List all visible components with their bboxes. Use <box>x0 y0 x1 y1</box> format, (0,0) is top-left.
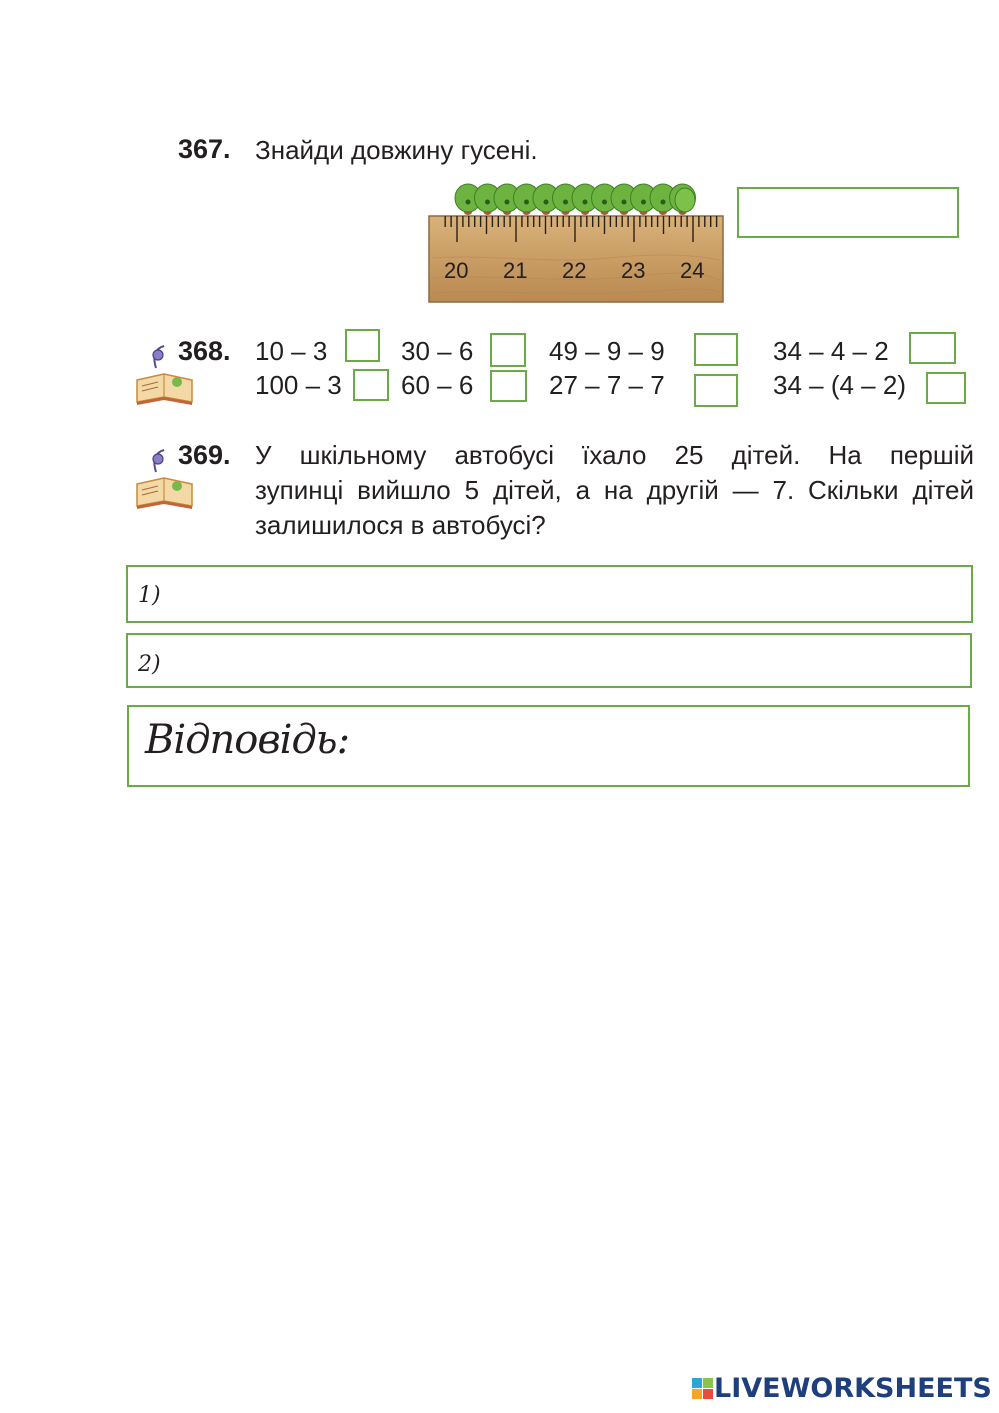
expr-34-minus-4-minus-2: 34 – 4 – 2 <box>773 336 889 366</box>
expr-100-minus-3: 100 – 3 <box>255 370 342 400</box>
task-368-number: 368. <box>178 336 231 366</box>
caterpillar-ruler-illustration <box>428 178 724 304</box>
caterpillar-spot <box>661 200 666 205</box>
task-369-text <box>255 438 974 543</box>
caterpillar-spot <box>563 200 568 205</box>
caterpillar-spot <box>583 200 588 205</box>
task-367-prompt: Знайди довжину гусені. <box>255 135 538 165</box>
task-367-number: 367. <box>178 134 231 164</box>
caterpillar-spot <box>602 200 607 205</box>
expr-60-minus-6: 60 – 6 <box>401 370 474 400</box>
task-369-line-2: зупинці вийшло 5 дітей, а на другій — 7. Скільки дітей <box>255 475 974 505</box>
ruler-label-23: 23 <box>621 258 646 283</box>
answer-box-1-3[interactable] <box>694 333 738 366</box>
caterpillar-spot <box>485 200 490 205</box>
answer-box-2-4[interactable] <box>926 372 966 404</box>
expr-49-minus-9-minus-9: 49 – 9 – 9 <box>549 336 665 366</box>
caterpillar <box>455 184 696 215</box>
expr-30-minus-6: 30 – 6 <box>401 336 474 366</box>
answer-box-1-1[interactable] <box>345 329 380 362</box>
logo-blocks-icon <box>692 1378 714 1402</box>
expr-10-minus-3: 10 – 3 <box>255 336 328 366</box>
logo-text: LIVEWORKSHEETS <box>714 1373 992 1404</box>
step-2-label: 2) <box>138 652 161 677</box>
expr-27-minus-7-minus-7: 27 – 7 – 7 <box>549 370 665 400</box>
caterpillar-spot <box>466 200 471 205</box>
solution-step-1-box[interactable] <box>126 565 973 623</box>
solution-step-2-box[interactable] <box>126 633 972 688</box>
caterpillar-spot <box>622 200 627 205</box>
answer-box[interactable] <box>127 705 970 787</box>
ruler-label-20: 20 <box>444 258 469 283</box>
step-1-label: 1) <box>138 583 161 608</box>
ruler-label-24: 24 <box>680 258 705 283</box>
caterpillar-spot <box>641 200 646 205</box>
answer-box-2-2[interactable] <box>490 370 527 402</box>
answer-label: Відповідь: <box>145 717 350 763</box>
answer-box-1-4[interactable] <box>909 332 956 364</box>
caterpillar-ruler-graphic <box>428 178 724 304</box>
answer-box-1-2[interactable] <box>490 333 526 367</box>
task-369-line-1: У шкільному автобусі їхало 25 дітей. На першій <box>255 440 974 470</box>
caterpillar-spot <box>544 200 549 205</box>
caterpillar-spot <box>505 200 510 205</box>
caterpillar-head <box>675 188 695 212</box>
caterpillar-spot <box>524 200 529 205</box>
ruler-label-22: 22 <box>562 258 587 283</box>
task-369-line-3: залишилося в автобусі? <box>255 510 546 540</box>
answer-box-2-1[interactable] <box>353 369 389 401</box>
answer-box-2-3[interactable] <box>694 374 738 407</box>
ruler-label-21: 21 <box>503 258 528 283</box>
expr-34-minus-paren-4-minus-2: 34 – (4 – 2) <box>773 370 906 400</box>
caterpillar-length-answer-box[interactable] <box>737 187 959 238</box>
task-369-number: 369. <box>178 440 231 470</box>
